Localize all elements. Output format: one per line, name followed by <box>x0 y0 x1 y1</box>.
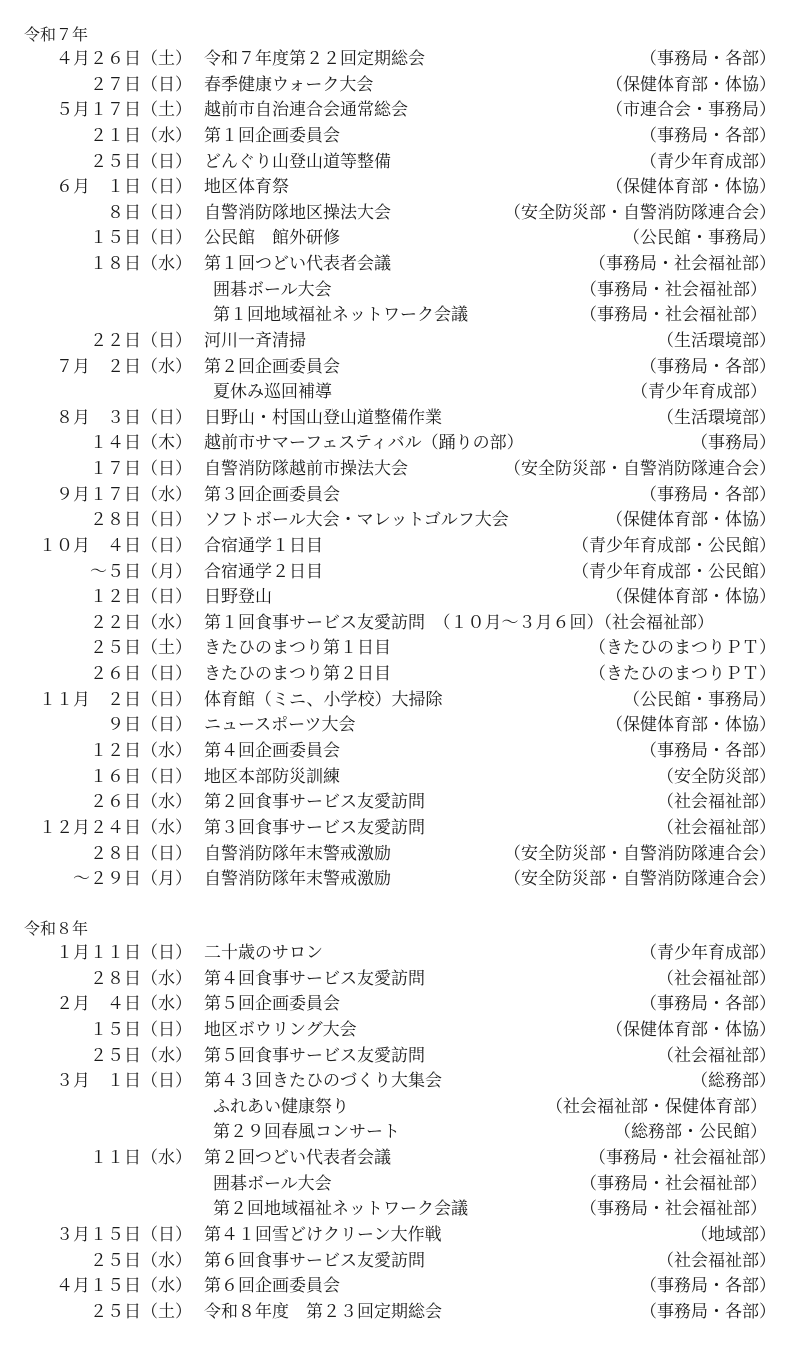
event-title: 第４回食事サービス友愛訪問 <box>204 968 425 989</box>
event-title: 二十歳のサロン <box>204 943 323 963</box>
year-heading: 令和７年 <box>24 25 89 44</box>
event-date: ２５日（日） <box>90 151 192 172</box>
event-title: 合宿通学１日目 <box>204 535 323 556</box>
event-organizer: （安全防災部） <box>657 766 776 787</box>
event-date: １１日（水） <box>90 1148 192 1169</box>
event-title: 第２回企画委員会 <box>204 356 340 377</box>
schedule-row <box>0 713 800 738</box>
event-organizer: （総務部） <box>691 1071 776 1092</box>
event-title: 地区本部防災訓練 <box>204 766 340 787</box>
schedule-row <box>0 1300 800 1325</box>
event-organizer: （社会福祉部） <box>657 1045 776 1066</box>
event-title: 第６回食事サービス友愛訪問 <box>204 1250 425 1271</box>
event-date: ２５日（水） <box>90 1250 192 1271</box>
event-date: ２６日（水） <box>90 792 192 813</box>
event-organizer: （青少年育成部） <box>631 382 767 403</box>
schedule-row <box>0 431 800 456</box>
event-date: ２２日（水） <box>90 612 192 633</box>
event-organizer: （事務局・各部） <box>640 1276 776 1297</box>
event-title: 第４回企画委員会 <box>204 741 340 761</box>
event-date: ２８日（水） <box>90 968 192 989</box>
event-organizer: （事務局・社会福祉部） <box>589 254 776 275</box>
schedule-row <box>0 457 800 482</box>
schedule-row <box>0 73 800 98</box>
event-organizer: （事務局） <box>691 433 776 454</box>
event-date: ２１日（水） <box>90 125 192 146</box>
event-title: ニュースポーツ大会 <box>204 715 356 736</box>
event-date: １６日（日） <box>90 766 192 787</box>
event-title: 春季健康ウォーク大会 <box>204 74 374 95</box>
event-organizer: （青少年育成部・公民館） <box>572 561 776 582</box>
event-organizer: （事務局・各部） <box>640 994 776 1015</box>
event-organizer: （事務局・社会福祉部） <box>589 1148 776 1169</box>
event-organizer: （事務局・各部） <box>640 49 776 69</box>
event-organizer: （事務局・社会福祉部） <box>580 1199 767 1220</box>
event-organizer: （事務局・各部） <box>640 125 776 146</box>
event-organizer: （社会福祉部） <box>657 1250 776 1271</box>
schedule-row <box>0 303 800 328</box>
event-date: １０月 ４日（日） <box>39 535 192 556</box>
event-organizer: （地域部） <box>691 1224 776 1245</box>
event-organizer: （公民館・事務局） <box>623 689 776 710</box>
schedule-row <box>0 585 800 610</box>
event-title: 第３回食事サービス友愛訪問 <box>204 817 425 838</box>
schedule-row <box>0 739 800 764</box>
event-organizer: （事務局・各部） <box>640 741 776 761</box>
schedule-row <box>0 1095 800 1120</box>
schedule-row <box>0 252 800 277</box>
event-title: 自警消防隊年末警戒激励 <box>204 843 391 864</box>
event-organizer: （保健体育部・体協） <box>606 510 776 531</box>
event-organizer: （事務局・各部） <box>640 484 776 505</box>
event-organizer: （社会福祉部・保健体育部） <box>546 1096 767 1117</box>
event-organizer: （きたひのまつりＰＴ） <box>589 638 776 659</box>
event-date: ２８日（日） <box>90 843 192 864</box>
event-organizer: （事務局・社会福祉部） <box>580 279 767 300</box>
event-title: 越前市サマーフェスティバル（踊りの部） <box>204 433 524 454</box>
event-title: ソフトボール大会・マレットゴルフ大会 <box>204 510 509 531</box>
event-date: ９日（日） <box>107 715 192 736</box>
event-title: 第２回地域福祉ネットワーク会議 <box>213 1199 468 1220</box>
event-title: 第５回食事サービス友愛訪問 <box>204 1045 425 1066</box>
event-date: ９月１７日（水） <box>56 484 192 505</box>
event-title: 第２回食事サービス友愛訪問 <box>204 792 425 813</box>
event-title: 合宿通学２日目 <box>204 561 323 582</box>
schedule-row <box>0 124 800 149</box>
event-title: 日野山・村国山登山道整備作業 <box>204 407 442 428</box>
event-date: ４月１５日（水） <box>56 1276 192 1297</box>
schedule-row <box>0 47 800 72</box>
schedule-row <box>0 1172 800 1197</box>
event-title: 公民館 館外研修 <box>204 228 340 249</box>
schedule-row <box>0 1018 800 1043</box>
event-organizer: （安全防災部・自警消防隊連合会） <box>504 869 776 890</box>
event-date: ～２９日（月） <box>73 869 192 890</box>
event-organizer: （青少年育成部） <box>640 943 776 963</box>
schedule-row <box>0 278 800 303</box>
schedule-row <box>0 1120 800 1145</box>
event-organizer: （事務局・社会福祉部） <box>580 305 767 326</box>
event-organizer: （安全防災部・自警消防隊連合会） <box>504 202 776 223</box>
schedule-row <box>0 790 800 815</box>
event-title: 自警消防隊年末警戒激励 <box>204 869 391 890</box>
schedule-row <box>0 1274 800 1299</box>
event-date: １５日（日） <box>90 1019 192 1040</box>
schedule-row <box>0 483 800 508</box>
schedule-row <box>0 175 800 200</box>
event-organizer: （市連合会・事務局） <box>606 100 776 121</box>
event-date: １８日（水） <box>90 254 192 275</box>
schedule-row <box>0 226 800 251</box>
schedule-row <box>0 867 800 892</box>
event-organizer: （安全防災部・自警消防隊連合会） <box>504 843 776 864</box>
schedule-row <box>0 1249 800 1274</box>
event-title: きたひのまつり第２日目 <box>204 664 391 685</box>
event-title: 夏休み巡回補導 <box>213 382 332 403</box>
schedule-row <box>0 1069 800 1094</box>
schedule-row <box>0 662 800 687</box>
event-title: どんぐり山登山道等整備 <box>204 151 391 172</box>
event-title: 第１回食事サービス友愛訪問 （１０月～３月６回）（社会福祉部） <box>204 612 714 633</box>
event-date: ２８日（日） <box>90 510 192 531</box>
event-organizer: （事務局・各部） <box>640 356 776 377</box>
event-date: １１月 ２日（日） <box>39 689 192 710</box>
event-date: ２５日（水） <box>90 1045 192 1066</box>
event-date: １５日（日） <box>90 228 192 249</box>
schedule-row <box>0 967 800 992</box>
event-title: 自警消防隊地区操法大会 <box>204 202 391 223</box>
event-date: ２月 ４日（水） <box>56 994 192 1015</box>
schedule-row <box>0 329 800 354</box>
event-title: 体育館（ミニ、小学校）大掃除 <box>204 689 443 710</box>
event-date: １７日（日） <box>90 459 192 480</box>
event-organizer: （保健体育部・体協） <box>606 74 776 95</box>
event-organizer: （保健体育部・体協） <box>606 177 776 198</box>
event-title: ふれあい健康祭り <box>213 1096 349 1117</box>
schedule-row <box>0 1044 800 1069</box>
event-date: ７月 ２日（水） <box>56 356 192 377</box>
event-date: ５月１７日（土） <box>56 100 192 121</box>
event-organizer: （事務局・各部） <box>640 1301 776 1322</box>
schedule-row <box>0 355 800 380</box>
event-title: 自警消防隊越前市操法大会 <box>204 459 408 480</box>
event-title: 第４１回雪どけクリーン大作戦 <box>204 1224 442 1245</box>
schedule-row <box>0 816 800 841</box>
schedule-row <box>0 1197 800 1222</box>
event-title: 第５回企画委員会 <box>204 994 340 1015</box>
event-title: 第３回企画委員会 <box>204 484 340 505</box>
event-title: 第６回企画委員会 <box>204 1276 340 1297</box>
event-organizer: （きたひのまつりＰＴ） <box>589 664 776 685</box>
event-date: ２７日（日） <box>90 74 192 95</box>
event-date: ２６日（日） <box>90 664 192 685</box>
event-date: ３月１５日（日） <box>56 1224 192 1245</box>
event-title: 日野登山 <box>204 587 272 608</box>
event-organizer: （公民館・事務局） <box>623 228 776 249</box>
event-organizer: （生活環境部） <box>657 330 776 351</box>
schedule-row <box>0 636 800 661</box>
event-organizer: （青少年育成部・公民館） <box>572 535 776 556</box>
event-title: 第４３回きたひのづくり大集会 <box>204 1071 442 1092</box>
schedule-row <box>0 611 800 636</box>
schedule-row <box>0 765 800 790</box>
event-title: 地区体育祭 <box>204 177 289 198</box>
event-date: ２５日（土） <box>90 1301 192 1322</box>
event-title: 河川一斉清掃 <box>204 330 306 351</box>
event-organizer: （生活環境部） <box>657 407 776 428</box>
event-date: ～５日（月） <box>90 561 192 582</box>
event-title: 第２９回春風コンサート <box>213 1122 400 1143</box>
event-organizer: （社会福祉部） <box>657 968 776 989</box>
schedule-row <box>0 941 800 966</box>
event-date: １月１１日（日） <box>56 943 192 963</box>
event-title: 第１回企画委員会 <box>204 125 340 146</box>
year-heading: 令和８年 <box>24 919 89 938</box>
event-organizer: （安全防災部・自警消防隊連合会） <box>504 459 776 480</box>
event-organizer: （保健体育部・体協） <box>606 587 776 608</box>
event-organizer: （社会福祉部） <box>657 817 776 838</box>
event-date: ６月 １日（日） <box>56 177 192 198</box>
event-date: ８月 ３日（日） <box>56 407 192 428</box>
event-title: 令和７年度第２２回定期総会 <box>204 49 425 69</box>
event-organizer: （事務局・社会福祉部） <box>580 1173 767 1194</box>
schedule-row <box>0 201 800 226</box>
event-date: １２日（日） <box>90 587 192 608</box>
event-title: 令和８年度 第２３回定期総会 <box>204 1301 442 1322</box>
event-date: １２月２４日（水） <box>39 817 192 838</box>
event-date: ４月２６日（土） <box>56 49 192 69</box>
schedule-row <box>0 508 800 533</box>
event-title: 第１回つどい代表者会議 <box>204 254 391 275</box>
event-date: １４日（木） <box>90 433 192 454</box>
event-title: 第２回つどい代表者会議 <box>204 1148 391 1169</box>
schedule-row <box>0 98 800 123</box>
schedule-row <box>0 1223 800 1248</box>
event-organizer: （総務部・公民館） <box>614 1122 767 1143</box>
event-organizer: （保健体育部・体協） <box>606 1019 776 1040</box>
schedule-row <box>0 560 800 585</box>
event-date: ８日（日） <box>107 202 192 223</box>
schedule-row <box>0 534 800 559</box>
event-title: 囲碁ボール大会 <box>213 1173 332 1194</box>
schedule-row <box>0 688 800 713</box>
schedule-row <box>0 842 800 867</box>
event-organizer: （保健体育部・体協） <box>606 715 776 736</box>
event-organizer: （青少年育成部） <box>640 151 776 172</box>
schedule-row <box>0 150 800 175</box>
schedule-row <box>0 992 800 1017</box>
event-date: ３月 １日（日） <box>56 1071 192 1092</box>
event-title: 地区ボウリング大会 <box>204 1019 357 1040</box>
event-title: 第１回地域福祉ネットワーク会議 <box>213 305 468 326</box>
event-organizer: （社会福祉部） <box>657 792 776 813</box>
schedule-row <box>0 1146 800 1171</box>
event-title: きたひのまつり第１日目 <box>204 638 391 659</box>
schedule-row <box>0 380 800 405</box>
event-title: 囲碁ボール大会 <box>213 279 332 300</box>
event-date: ２２日（日） <box>90 330 192 351</box>
event-date: １２日（水） <box>90 741 192 761</box>
event-title: 越前市自治連合会通常総会 <box>204 100 408 121</box>
event-date: ２５日（土） <box>90 638 192 659</box>
schedule-row <box>0 406 800 431</box>
